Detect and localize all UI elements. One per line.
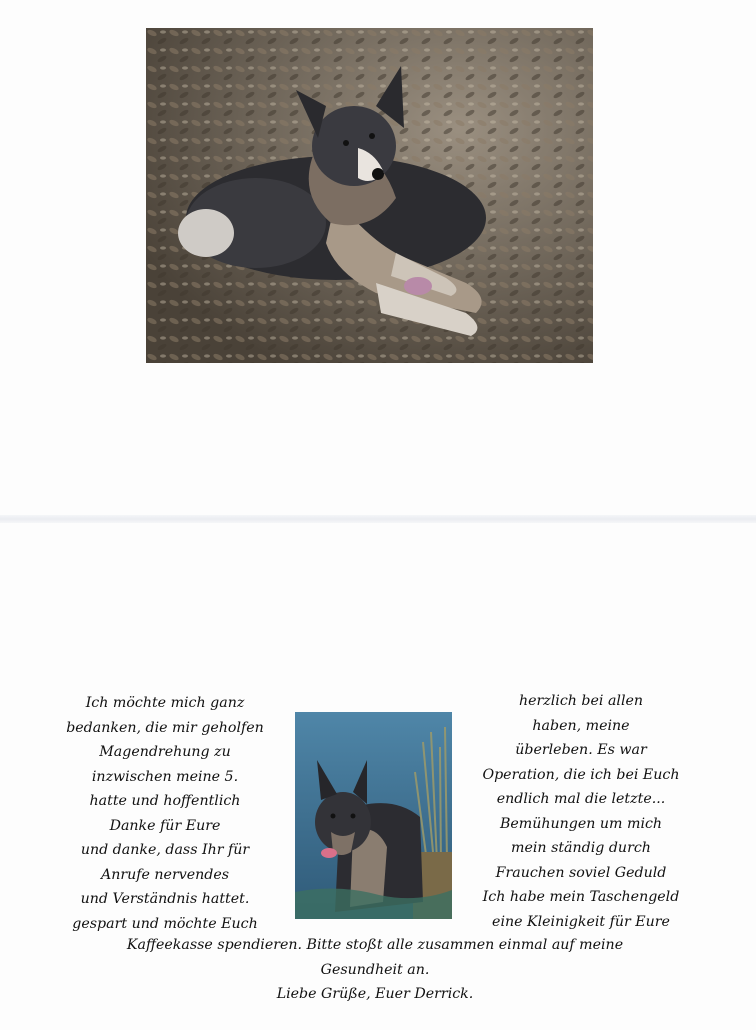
- letter-line: inzwischen meine 5.: [91, 768, 239, 785]
- letter-left-column: [40, 691, 290, 936]
- letter-line: hatte und hoffentlich: [89, 793, 241, 809]
- letter-line: Kaffeekasse spendieren. Bitte stoßt alle zusammen einmal auf meine: [126, 937, 624, 953]
- letter-line: Operation, die ich bei Euch: [482, 766, 680, 783]
- letter-line: Anrufe nervendes: [100, 866, 230, 883]
- letter-right-column: [458, 689, 704, 934]
- letter-line: Bemühungen um mich: [499, 815, 663, 832]
- letter-line: überleben. Es war: [515, 742, 647, 758]
- letter-line: haben, meine: [532, 717, 630, 734]
- dog-lying-photo: [146, 28, 593, 363]
- dog-in-water-photo: [295, 712, 452, 919]
- letter-line: Gesundheit an.: [320, 961, 430, 978]
- letter-line: Ich möchte mich ganz: [85, 695, 245, 711]
- letter-line: und Verständnis hattet.: [80, 891, 250, 907]
- letter-line: mein ständig durch: [511, 840, 651, 856]
- letter-closing: [60, 933, 690, 1007]
- letter-line: und danke, dass Ihr für: [80, 842, 250, 858]
- letter-line: eine Kleinigkeit für Eure: [492, 913, 670, 930]
- letter-line: gespart und möchte Euch: [72, 915, 258, 932]
- letter-line: herzlich bei allen: [518, 693, 644, 709]
- letter-line: Frauchen soviel Geduld: [495, 864, 667, 881]
- letter-line: bedanken, die mir geholfen: [66, 719, 264, 736]
- letter-line: Ich habe mein Taschengeld: [482, 889, 680, 905]
- letter-signature: Liebe Grüße, Euer Derrick.: [276, 986, 474, 1002]
- paper-fold-line: [0, 515, 756, 523]
- letter-line: Danke für Eure: [109, 817, 221, 834]
- letter-line: Magendrehung zu: [99, 744, 231, 760]
- letter-line: endlich mal die letzte...: [496, 791, 666, 807]
